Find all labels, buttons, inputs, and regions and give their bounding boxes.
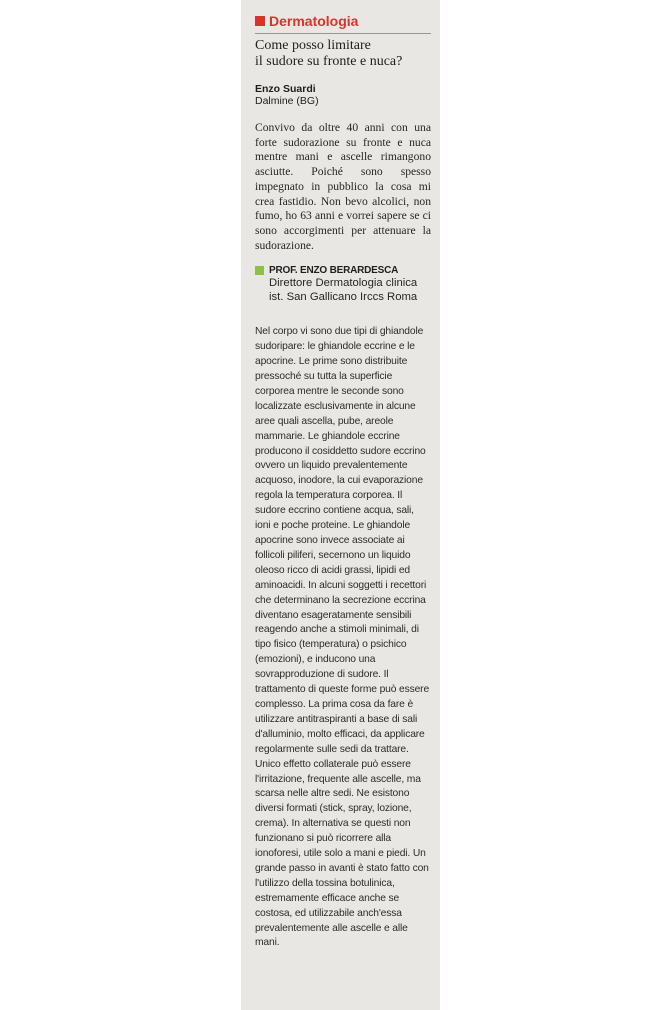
article-title: [255, 38, 431, 69]
section-marker-square: [255, 16, 265, 26]
newspaper-clipping: [241, 0, 440, 1010]
expert-name: PROF. ENZO BERARDESCA: [269, 265, 399, 277]
expert-byline: [255, 265, 431, 304]
expert-role-line-2: ist. San Gallicano Irccs Roma: [269, 290, 418, 303]
author-name: Enzo Suardi: [255, 83, 316, 95]
expert-role-line-1: Direttore Dermatologia clinica: [269, 277, 418, 290]
expert-marker-square: [255, 266, 264, 275]
section-label: Dermatologia: [269, 13, 359, 29]
section-header: [255, 14, 431, 28]
expert-answer: Nel corpo vi sono due tipi di ghiandole sudoripare: le ghiandole eccrine e le apocrine. Le prime sono distribuite pressoché su tutta la superficie corporea mentre le seconde sono localizzate esclusivamente in alcune aree quali ascella, pube, areole mammarie. Le ghiandole eccrine producono il cosiddetto sudore eccrino ovvero un liquido prevalentemente acquoso, inodore, la cui evaporazione regola la temperatura corporea. Il sudore eccrino contiene acqua, sali, ioni e poche proteine. Le ghiandole apocrine sono invece associate ai follicoli piliferi, secernono un liquido oleoso ricco di acidi grassi, lipidi ed aminoacidi. In alcuni soggetti i recettori che determinano la secrezione eccrina diventano esageratamente sensibili reagendo anche a stimoli minimali, di tipo fisico (temperatura) o psichico (emozioni), e inducono una sovrapproduzione di sudore. Il trattamento di queste forme può essere complesso. La prima cosa da fare è utilizzare antitraspiranti a base di sali d'alluminio, molto efficaci, da applicare regolarmente sulle sedi da trattare. Unico effetto collaterale può essere l'irritazione, frequente alle ascelle, ma scarsa nelle altre sedi. Ne esistono diversi formati (stick, spray, lozione, crema). In alternativa se questi non funzionano si può ricorrere alla ionoforesi, utile solo a mani e piedi. Un grande passo in avanti è stato fatto con l'utilizzo della tossina botulinica, estremamente efficace anche se costosa, ed utilizzabile anch'essa prevalentemente alle ascelle e alle mani.: [255, 326, 430, 949]
article-title-line-2: il sudore su fronte e nuca?: [255, 53, 403, 69]
expert-details: [269, 265, 417, 304]
section-rule: [255, 33, 431, 34]
reader-question: Convivo da oltre 40 anni con una forte sudorazione su fronte e nuca mentre mani e ascelle rimangono asciutte. Poiché sono spesso impegnato in pubblico la cosa mi crea fastidio. Non bevo alcolici, non fumo, ho 63 anni e vorrei sapere se ci sono accorgimenti per attenuare la sudorazione.: [255, 121, 431, 252]
author-place: Dalmine (BG): [255, 95, 319, 107]
article-title-line-1: Come posso limitare: [255, 38, 371, 53]
